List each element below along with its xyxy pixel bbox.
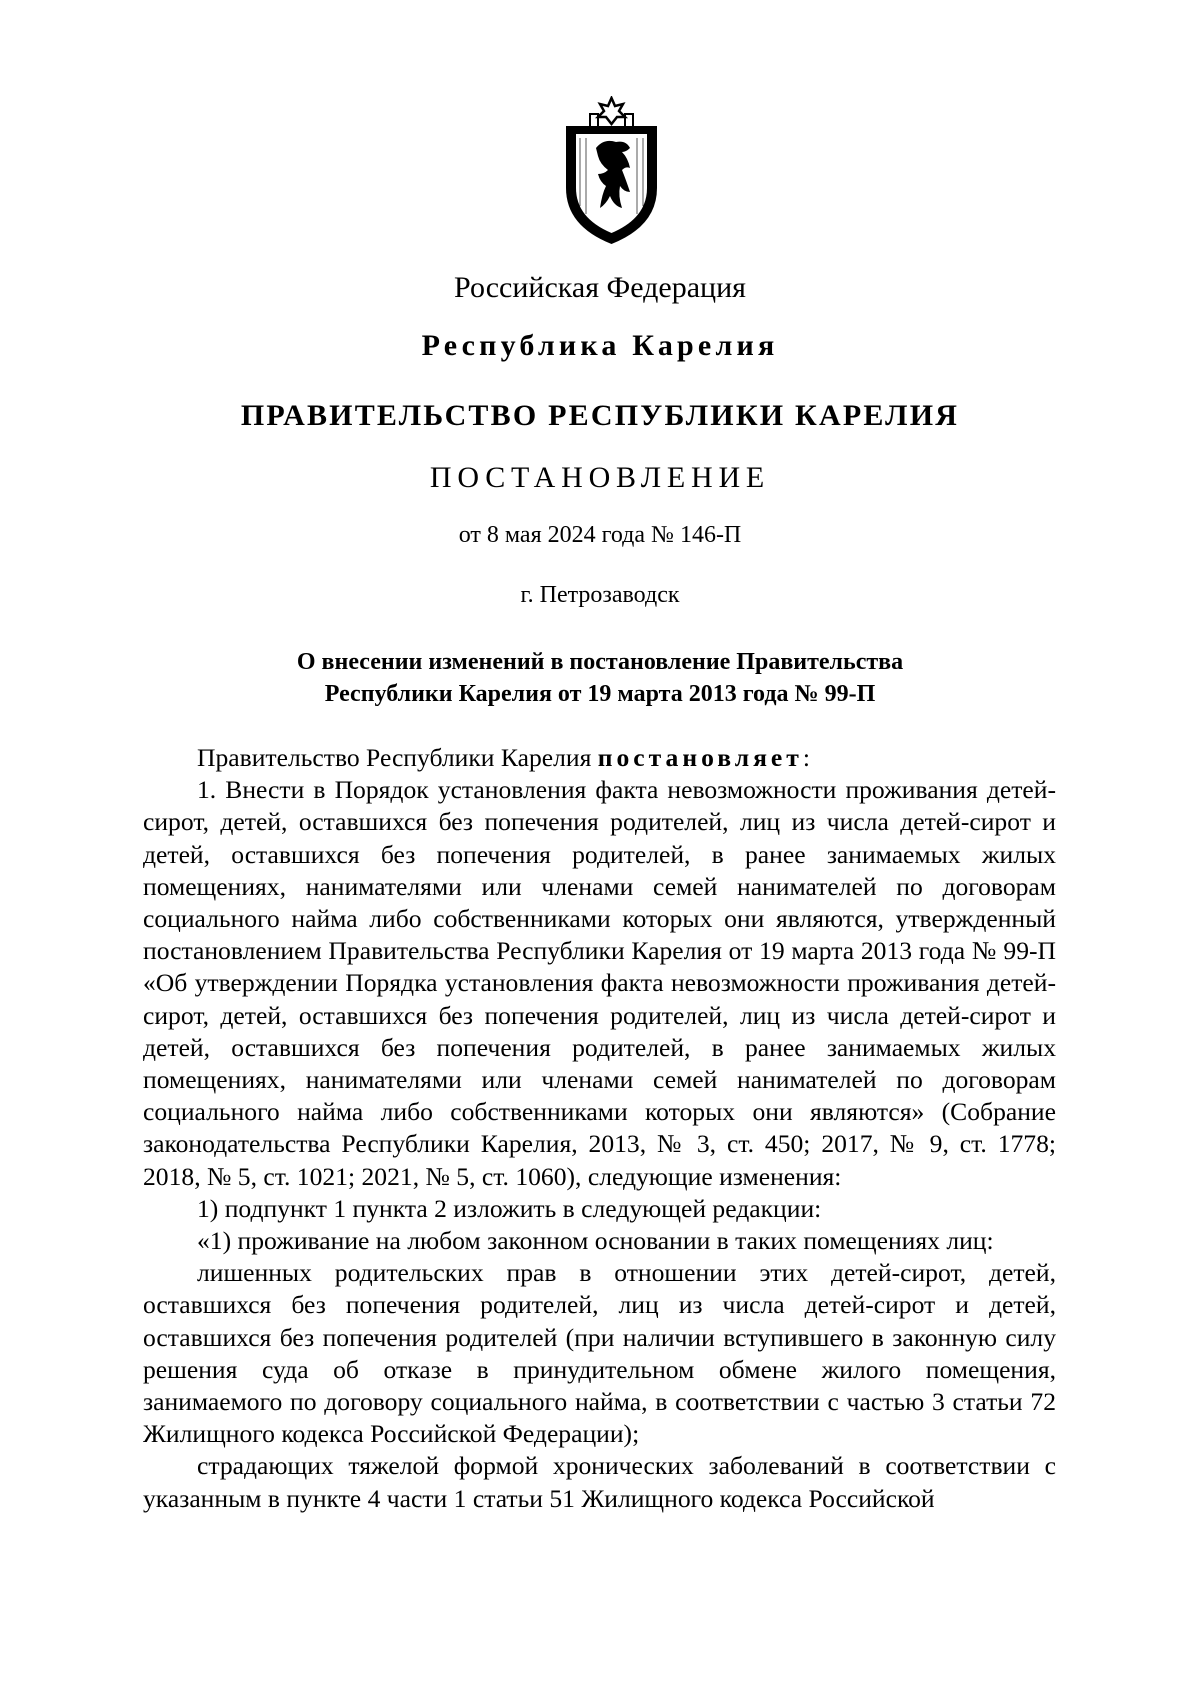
paragraph-3: «1) проживание на любом законном основании в таких помещениях лиц: (197, 1226, 994, 1256)
paragraph-2: 1) подпункт 1 пункта 2 изложить в следующей редакции: (197, 1193, 822, 1223)
government-name: ПРАВИТЕЛЬСТВО РЕСПУБЛИКИ КАРЕЛИЯ (240, 399, 960, 432)
document-kind: ПОСТАНОВЛЕНИЕ (429, 461, 771, 494)
document-city: г. Петрозаводск (520, 582, 680, 608)
country-name: Российская Федерация (454, 271, 746, 304)
intro-paragraph (143, 742, 1056, 774)
document-title (0, 646, 1200, 710)
document-body (143, 742, 1056, 1515)
republic-name: Республика Карелия (421, 329, 779, 362)
document-title-line-1: О внесении изменений в постановление Правительства (296, 649, 904, 675)
intro-suffix: : (802, 743, 810, 772)
paragraph-1: 1. Внести в Порядок установления факта невозможности проживания детей-сирот, детей, оставшихся без попечения родителей, лиц из числа детей-сирот и детей, оставшихся без попечения родителей, в ранее занимаемых жилых помещениях, нанимателями или членами семей нанимателей по договорам социального найма либо собственниками которых они являются, утвержденный постановлением Правительства Республики Карелия от 19 марта 2013 года № 99-П «Об утверждении Порядка установления факта невозможности проживания детей-сирот, детей, оставшихся без попечения родителей, лиц из числа детей-сирот и детей, оставшихся без попечения родителей, в ранее занимаемых жилых помещениях, нанимателями или членами семей нанимателей по договорам социального найма либо собственниками которых они являются» (Собрание законодательства Республики Карелия, 2013, № 3, ст. 450; 2017, № 9, ст. 1778; 2018, № 5, ст. 1021; 2021, № 5, ст. 1060), следующие изменения: (143, 775, 1056, 1191)
paragraph-5: страдающих тяжелой формой хронических заболеваний в соответствии с указанным в пункте 4 части 1 статьи 51 Жилищного кодекса Российской (143, 1451, 1056, 1513)
intro-prefix: Правительство Республики Карелия (197, 743, 598, 772)
karelia-coat-of-arms-icon (560, 96, 663, 246)
document-title-line-2: Республики Карелия от 19 марта 2013 года № 99-П (324, 681, 876, 707)
paragraph-4: лишенных родительских прав в отношении этих детей-сирот, детей, оставшихся без попечения родителей, лиц из числа детей-сирот и детей, оставшихся без попечения родителей (при наличии вступившего в законную силу решения суда об отказе в принудительном обмене жилого помещения, занимаемого по договору социального найма, в соответствии с частью 3 статьи 72 Жилищного кодекса Российской Федерации); (143, 1258, 1056, 1449)
intro-verb: постановляет (597, 743, 803, 772)
document-date-number: от 8 мая 2024 года № 146-П (458, 522, 742, 548)
